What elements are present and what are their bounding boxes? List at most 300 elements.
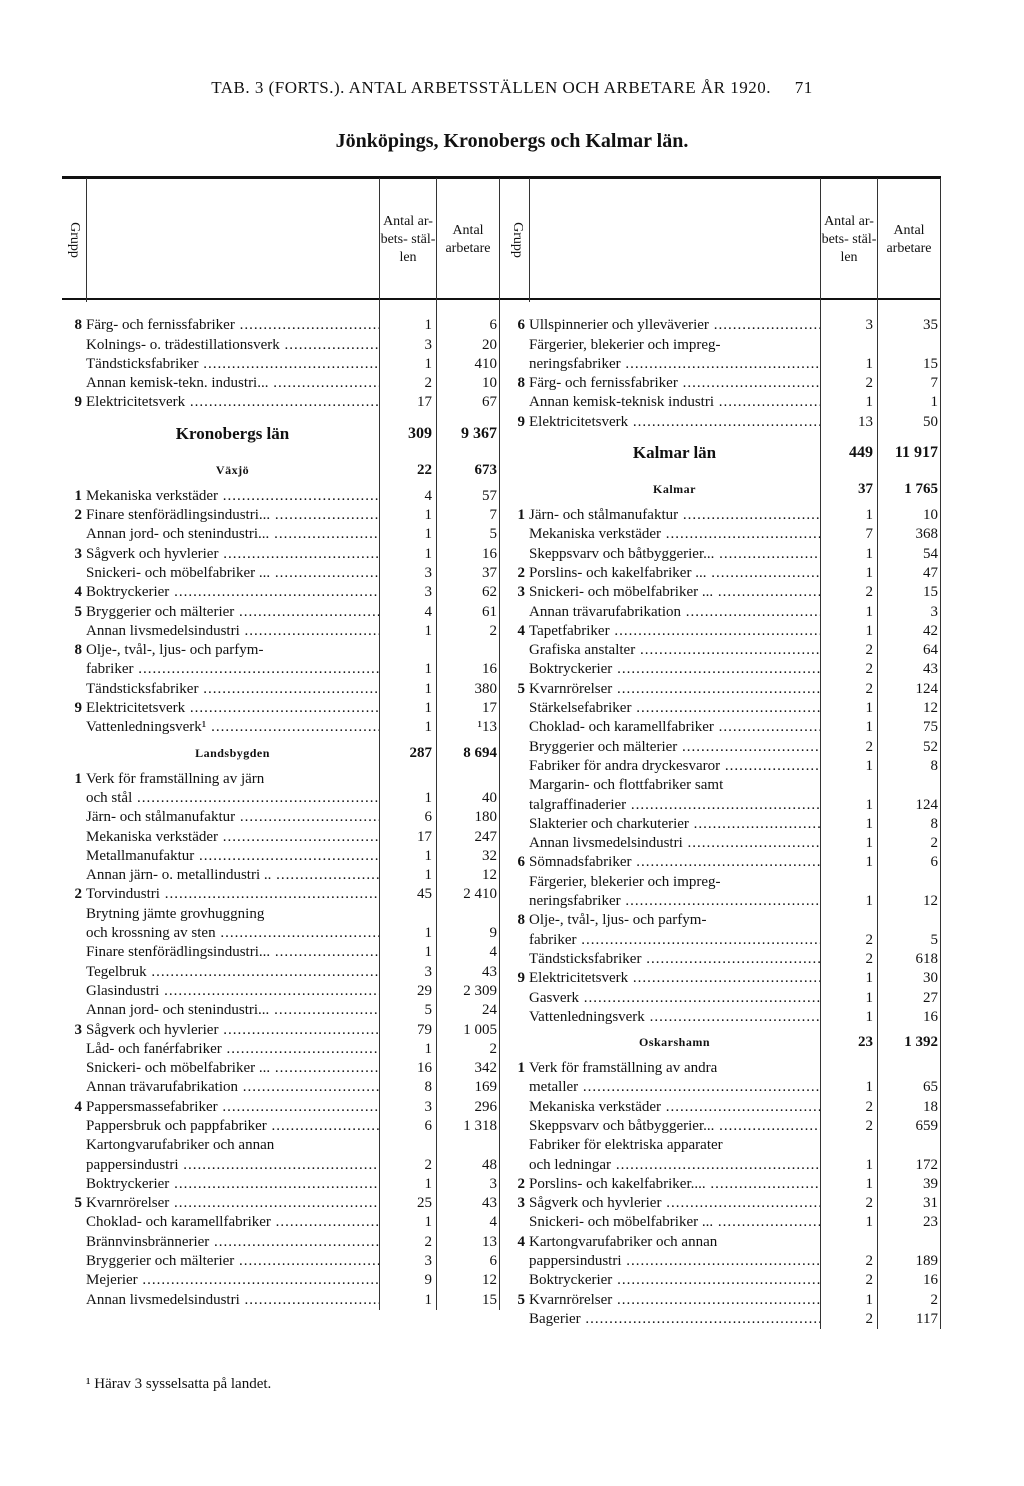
workplaces-total: [821, 432, 878, 474]
workplaces-count: [821, 1059, 878, 1078]
workers-count-text: 32: [482, 847, 497, 864]
workplaces-count-text: 1: [424, 661, 432, 678]
table-row: [62, 316, 500, 335]
workers-count-text: 172: [915, 1156, 938, 1173]
workers-count-text: 35: [923, 317, 938, 334]
workers-count: [437, 827, 500, 846]
workers-count: [437, 393, 500, 412]
workplaces-count-text: 1: [424, 925, 432, 942]
industry-name: [529, 815, 821, 834]
industry-name: [529, 872, 821, 891]
workers-count-text: 15: [923, 355, 938, 372]
workers-count: [437, 622, 500, 641]
workplaces-count: [821, 393, 878, 412]
group-number-text: 9: [517, 970, 525, 987]
workplaces-count-text: 1: [865, 719, 873, 736]
industry-name-text: Olje-, tvål-, ljus- och parfym-: [529, 912, 707, 929]
table-row: [505, 525, 941, 544]
industry-name: [529, 544, 821, 563]
industry-name-text: Annan livsmedelsindustri: [86, 1291, 240, 1308]
section-name-text: Kalmar län: [632, 443, 717, 463]
industry-name: [86, 982, 380, 1001]
group-number: [62, 924, 86, 943]
workers-count: [437, 335, 500, 354]
industry-name: [86, 660, 380, 679]
table-row: [62, 1213, 500, 1232]
table-row: [62, 583, 500, 602]
workplaces-count-text: 79: [417, 1021, 432, 1038]
workers-count-text: 27: [923, 989, 938, 1006]
industry-name-text: och krossning av sten: [86, 925, 216, 942]
group-number: [62, 1232, 86, 1251]
industry-name: [86, 924, 380, 943]
industry-name-text: Sågverk och hyvlerier: [529, 1195, 662, 1212]
workers-count: [437, 1059, 500, 1078]
workers-count: [437, 1252, 500, 1271]
workers-count-text: 2 410: [463, 886, 497, 903]
workers-count-text: 16: [482, 545, 497, 562]
workplaces-count: [821, 892, 878, 911]
workers-count: [878, 564, 941, 583]
group-number: [505, 950, 529, 969]
workers-count-text: 3: [930, 603, 938, 620]
workplaces-count: [380, 808, 437, 827]
workers-count-text: 7: [489, 507, 497, 524]
industry-name-text: Boktryckerier: [86, 1175, 170, 1192]
industry-name: [86, 1175, 380, 1194]
industry-name-text: Annan jord- och stenindustri...: [86, 1002, 270, 1019]
table-row: [505, 583, 941, 602]
industry-name-text: Annan järn- o. metallindustri ..: [86, 867, 272, 884]
workers-count-text: 342: [474, 1060, 497, 1077]
workers-count: [437, 1020, 500, 1039]
workers-count-text: 5: [489, 526, 497, 543]
left-column-header: [62, 178, 500, 302]
group-number-text: 4: [74, 1098, 82, 1115]
industry-name: [86, 1213, 380, 1232]
table-row: [505, 1097, 941, 1116]
group-number: [62, 1155, 86, 1174]
workplaces-count: [821, 506, 878, 525]
workers-count: [878, 602, 941, 621]
table-row: [62, 506, 500, 525]
workers-count-text: 10: [482, 375, 497, 392]
workplaces-count: [380, 1252, 437, 1271]
workplaces-count: [821, 1213, 878, 1232]
workplaces-count-text: 1: [424, 507, 432, 524]
industry-name-text: Färg- och fernissfabriker: [529, 375, 678, 392]
industry-name-text: Kvarnrörelser: [529, 1291, 613, 1308]
workplaces-count-text: 1: [424, 944, 432, 961]
group-number-text: 2: [74, 886, 82, 903]
workers-count: [437, 1078, 500, 1097]
group-number: [505, 1194, 529, 1213]
industry-name: [529, 699, 821, 718]
group-number: [505, 1008, 529, 1027]
table-row: [62, 1020, 500, 1039]
antal-arbetsstallen-header: Antal ar- bets- stäl- len: [380, 178, 437, 302]
page-header: [0, 78, 1024, 98]
workers-count-text: 40: [482, 789, 497, 806]
group-number: [505, 1078, 529, 1097]
workplaces-count: [380, 679, 437, 698]
industry-name-text: Boktryckerier: [529, 1272, 613, 1289]
industry-name-text: neringsfabriker: [529, 355, 621, 372]
workers-count: [878, 355, 941, 374]
industry-name: [86, 393, 380, 412]
workplaces-count-text: 5: [424, 1002, 432, 1019]
industry-name: [86, 866, 380, 885]
industry-name: [86, 486, 380, 505]
workers-count: [878, 1175, 941, 1194]
workers-count-text: 37: [482, 564, 497, 581]
table-row: [505, 355, 941, 374]
workplaces-count-text: 8: [424, 1079, 432, 1096]
industry-name: [529, 1078, 821, 1097]
workplaces-total-text: 287: [409, 744, 432, 761]
industry-name-text: Annan jord- och stenindustri...: [86, 526, 270, 543]
group-number-text: 6: [517, 317, 525, 334]
industry-name: [529, 1271, 821, 1290]
workplaces-count-text: 1: [865, 1008, 873, 1025]
industry-name: [529, 1097, 821, 1116]
industry-name-text: Järn- och stålmanufaktur: [529, 507, 679, 524]
group-number: [505, 1310, 529, 1329]
table-row: [505, 1290, 941, 1309]
workplaces-count-text: 2: [865, 1253, 873, 1270]
table-row: [62, 1136, 500, 1155]
workers-count-text: 8: [930, 815, 938, 832]
industry-name: [86, 1040, 380, 1059]
industry-name-text: Margarin- och flottfabriker samt: [529, 777, 724, 794]
workers-count: [878, 757, 941, 776]
workplaces-count-text: 3: [424, 584, 432, 601]
workplaces-count-text: 2: [424, 375, 432, 392]
workers-count: [437, 982, 500, 1001]
group-number: [62, 789, 86, 808]
industry-name: [86, 1117, 380, 1136]
workplaces-count-text: 1: [424, 700, 432, 717]
workers-count-text: 410: [474, 355, 497, 372]
workers-count: [437, 1271, 500, 1290]
industry-name: [529, 525, 821, 544]
industry-name: [529, 583, 821, 602]
industry-name-text: Annan kemisk-tekn. industri...: [86, 375, 269, 392]
section-name-text: Oskarshamn: [638, 1035, 711, 1050]
workers-count-text: 180: [474, 809, 497, 826]
industry-name: [529, 660, 821, 679]
industry-name-text: Snickeri- och möbelfabriker ...: [529, 1214, 714, 1231]
workplaces-count-text: 1: [865, 1175, 873, 1192]
industry-name: [529, 1194, 821, 1213]
antal-arbetsstallen-header: Antal ar- bets- stäl- len: [821, 178, 878, 302]
workers-count-text: 47: [923, 564, 938, 581]
workplaces-count: [821, 1271, 878, 1290]
industry-name: [86, 885, 380, 904]
industry-name-text: Låd- och fanérfabriker: [86, 1040, 222, 1057]
workplaces-count: [380, 622, 437, 641]
workplaces-count: [380, 1271, 437, 1290]
workers-count: [878, 335, 941, 354]
workers-total-text: 673: [474, 461, 497, 478]
workers-count-text: 2: [489, 1040, 497, 1057]
industry-name: [86, 1252, 380, 1271]
group-number: [505, 1097, 529, 1116]
workplaces-total: [380, 454, 437, 486]
workplaces-count: [380, 866, 437, 885]
workers-count-text: 380: [474, 680, 497, 697]
industry-name-text: Gasverk: [529, 989, 579, 1006]
group-number-text: 8: [74, 317, 82, 334]
table-row: [505, 1310, 941, 1329]
table-row: [62, 1175, 500, 1194]
table-row: [62, 374, 500, 393]
table-row: [62, 641, 500, 660]
industry-name-text: Brytning jämte grovhuggning: [86, 905, 265, 922]
workplaces-count-text: 1: [424, 526, 432, 543]
group-number: [505, 374, 529, 393]
group-number: [505, 393, 529, 412]
industry-name-text: metaller: [529, 1079, 579, 1096]
workers-count-text: 3: [489, 1175, 497, 1192]
group-number: [505, 776, 529, 795]
workers-count-text: 2: [489, 622, 497, 639]
workers-count: [878, 1213, 941, 1232]
industry-name: [529, 1117, 821, 1136]
workplaces-count: [380, 1175, 437, 1194]
industry-name-text: Verk för framställning av andra: [529, 1060, 718, 1077]
group-number: [505, 853, 529, 872]
workers-count-text: 64: [923, 642, 938, 659]
workers-total: [878, 1027, 941, 1059]
industry-name: [529, 930, 821, 949]
workers-count-text: 169: [474, 1079, 497, 1096]
workplaces-count: [821, 776, 878, 795]
workers-total-text: 9 367: [461, 424, 497, 442]
industry-name: [529, 757, 821, 776]
workers-count: [878, 1310, 941, 1329]
table-row: [505, 834, 941, 853]
workers-count-text: 4: [489, 1214, 497, 1231]
table-row: [505, 374, 941, 393]
group-number: [505, 1271, 529, 1290]
industry-name: [529, 1155, 821, 1174]
workplaces-count: [380, 506, 437, 525]
industry-name-text: Sågverk och hyvlerier: [86, 545, 219, 562]
industry-name-text: Skeppsvarv och båtbyggerier...: [529, 545, 715, 562]
section-name-text: Kalmar: [653, 482, 696, 497]
industry-name-text: Bryggerier och mälterier: [86, 603, 235, 620]
industry-name: [529, 641, 821, 660]
workplaces-count-text: 1: [424, 867, 432, 884]
workers-count: [878, 679, 941, 698]
workers-count: [878, 641, 941, 660]
group-number: [505, 660, 529, 679]
table-row: [505, 815, 941, 834]
industry-name-text: pappersindustri: [529, 1253, 622, 1270]
workplaces-count-text: 1: [424, 317, 432, 334]
table-row: [62, 622, 500, 641]
workplaces-count-text: 3: [424, 1098, 432, 1115]
industry-name-text: Verk för framställning av järn: [86, 770, 265, 787]
table-row: [62, 866, 500, 885]
group-number: [62, 316, 86, 335]
grupp-header: Grupp: [67, 222, 82, 258]
industry-name-text: Tändsticksfabriker: [86, 680, 199, 697]
workplaces-total-text: 22: [417, 461, 432, 478]
workers-count: [878, 1136, 941, 1155]
workers-count-text: 75: [923, 719, 938, 736]
industry-name-text: Grafiska anstalter: [529, 642, 636, 659]
workers-count-text: 20: [482, 336, 497, 353]
workplaces-count-text: 1: [865, 815, 873, 832]
workers-count-text: 7: [930, 375, 938, 392]
table-row: [505, 1232, 941, 1251]
group-number: [505, 988, 529, 1007]
workers-count-text: 18: [923, 1098, 938, 1115]
group-number: [62, 1213, 86, 1232]
industry-name-text: Kartongvarufabriker och annan: [529, 1233, 718, 1250]
workers-count-text: 50: [923, 413, 938, 430]
industry-name: [86, 374, 380, 393]
workplaces-count-text: 2: [865, 1310, 873, 1327]
table-row: [62, 1059, 500, 1078]
workplaces-count-text: 3: [424, 1253, 432, 1270]
industry-name: [529, 911, 821, 930]
industry-name-text: Annan livsmedelsindustri: [86, 622, 240, 639]
workplaces-count: [821, 355, 878, 374]
workplaces-count: [821, 988, 878, 1007]
table-row: [505, 679, 941, 698]
industry-name-text: Fabriker för andra dryckesvaror: [529, 757, 721, 774]
workers-count: [437, 866, 500, 885]
industry-name: [529, 355, 821, 374]
group-number: [62, 660, 86, 679]
antal-arbetare-header: Antal arbetare: [878, 178, 941, 302]
workers-count-text: 62: [482, 584, 497, 601]
industry-name: [86, 827, 380, 846]
town-total-row: [62, 454, 500, 486]
workplaces-count-text: 1: [424, 789, 432, 806]
section-name: [86, 737, 380, 769]
workers-count: [437, 1213, 500, 1232]
workers-count: [878, 1078, 941, 1097]
industry-name-text: Torvindustri: [86, 886, 160, 903]
table-row: [505, 1271, 941, 1290]
workers-count: [878, 930, 941, 949]
workers-count-text: 12: [923, 700, 938, 717]
table-row: [62, 1155, 500, 1174]
workplaces-count-text: 1: [424, 847, 432, 864]
workers-count: [437, 316, 500, 335]
workers-count: [878, 316, 941, 335]
workers-count-text: 8: [930, 757, 938, 774]
group-number-text: 5: [517, 1291, 525, 1308]
table-row: [505, 506, 941, 525]
workers-count-text: 6: [930, 854, 938, 871]
workers-count: [878, 815, 941, 834]
industry-name: [529, 776, 821, 795]
group-number: [505, 564, 529, 583]
workplaces-count: [821, 1194, 878, 1213]
workplaces-total: [380, 412, 437, 454]
group-number: [62, 1117, 86, 1136]
workers-count: [878, 1252, 941, 1271]
workplaces-count-text: 1: [424, 680, 432, 697]
workplaces-count: [380, 564, 437, 583]
workplaces-count-text: 17: [417, 828, 432, 845]
group-number: [62, 1136, 86, 1155]
workers-total-text: 11 917: [894, 444, 938, 462]
workers-count-text: 43: [923, 661, 938, 678]
industry-name-text: Tändsticksfabriker: [86, 355, 199, 372]
group-number: [505, 1155, 529, 1174]
table-row: [505, 776, 941, 795]
workers-count: [437, 904, 500, 923]
workers-count-text: 247: [474, 828, 497, 845]
industry-name: [86, 564, 380, 583]
industry-name: [529, 1175, 821, 1194]
industry-name-text: Glasindustri: [86, 982, 160, 999]
industry-name: [86, 1155, 380, 1174]
industry-name: [86, 316, 380, 335]
page-number: 71: [794, 78, 813, 97]
workplaces-count: [380, 1117, 437, 1136]
group-number: [62, 1040, 86, 1059]
workers-count: [878, 412, 941, 431]
industry-name-text: Bryggerier och mälterier: [86, 1253, 235, 1270]
industry-name: [529, 374, 821, 393]
county-total-row: [505, 432, 941, 474]
table-row: [505, 1213, 941, 1232]
industry-name-text: Metallmanufaktur: [86, 847, 195, 864]
workers-count-text: 368: [915, 526, 938, 543]
workers-count: [437, 962, 500, 981]
town-total-row: [62, 737, 500, 769]
workers-count: [878, 1271, 941, 1290]
table-row: [62, 355, 500, 374]
group-number: [62, 544, 86, 563]
workplaces-count: [821, 872, 878, 891]
workers-count-text: 65: [923, 1079, 938, 1096]
group-number: [62, 374, 86, 393]
industry-name: [529, 316, 821, 335]
workplaces-count: [821, 660, 878, 679]
group-number-text: 4: [517, 622, 525, 639]
industry-name-text: Porslins- och kakelfabriker....: [529, 1175, 706, 1192]
workers-count: [878, 1097, 941, 1116]
table-row: [62, 1078, 500, 1097]
table-row: [505, 1117, 941, 1136]
industry-name: [529, 892, 821, 911]
industry-name-text: Slakterier och charkuterier: [529, 815, 689, 832]
workplaces-count-text: 2: [865, 950, 873, 967]
workers-count-text: 124: [915, 680, 938, 697]
workers-count: [437, 808, 500, 827]
table-row: [62, 924, 500, 943]
table-row: [62, 789, 500, 808]
workers-count: [878, 892, 941, 911]
table-row: [62, 962, 500, 981]
industry-name: [86, 1232, 380, 1251]
workplaces-total: [821, 1027, 878, 1059]
group-number-text: 3: [74, 1021, 82, 1038]
workers-count: [878, 393, 941, 412]
table-row: [505, 1008, 941, 1027]
table-row: [62, 808, 500, 827]
industry-name-text: Stärkelsefabriker: [529, 700, 632, 717]
workers-count: [437, 718, 500, 737]
